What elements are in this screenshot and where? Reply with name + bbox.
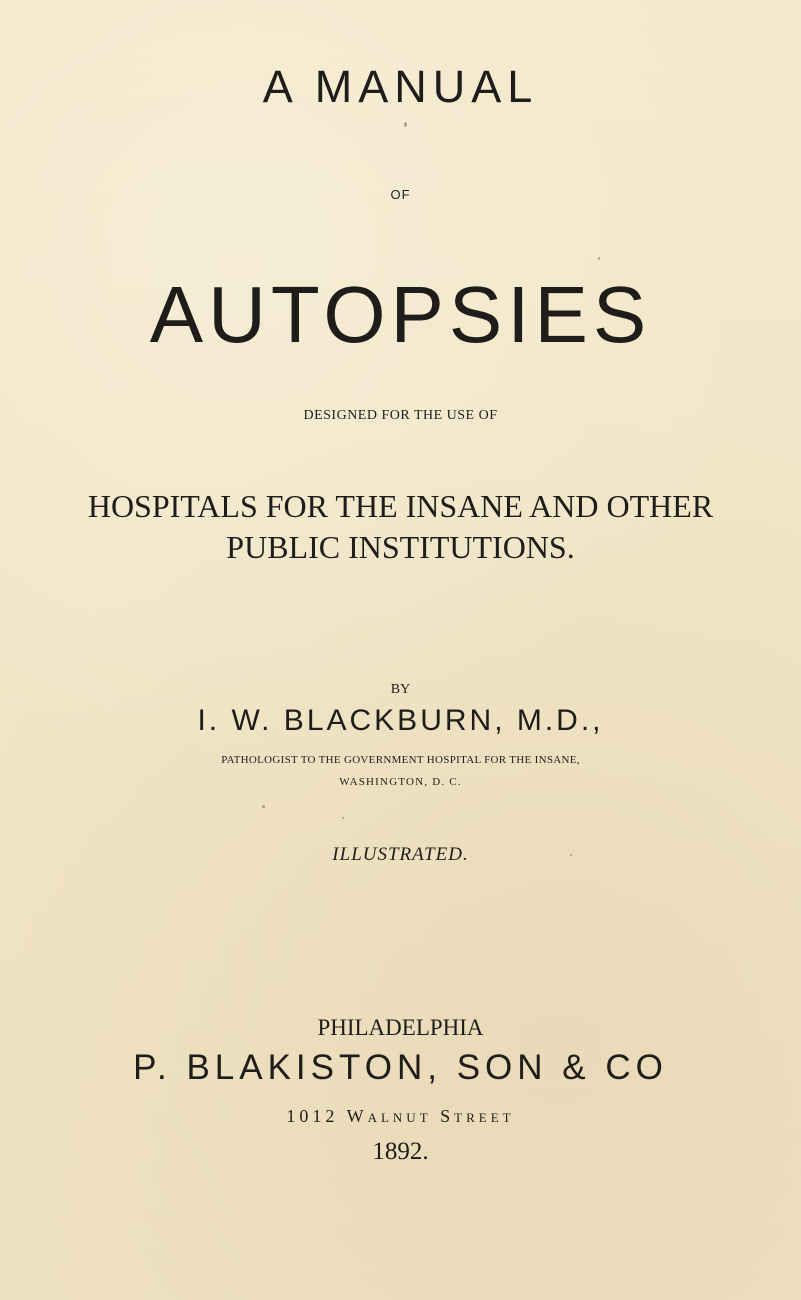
page-speck [342, 817, 344, 819]
designed-for-line: DESIGNED FOR THE USE OF [303, 408, 498, 423]
audience-line-1: HOSPITALS FOR THE INSANE AND OTHER [87, 488, 714, 524]
by-line: BY [390, 682, 411, 697]
illustrated-label: ILLUSTRATED. [332, 844, 469, 865]
author-title: PATHOLOGIST TO THE GOVERNMENT HOSPITAL FOR THE INSANE, [221, 754, 580, 766]
page-speck [404, 122, 407, 127]
page-speck [598, 257, 600, 260]
text-of: OF [390, 187, 411, 202]
heading-a-manual: A MANUAL [262, 61, 539, 112]
publisher-city: PHILADELPHIA [317, 1015, 484, 1040]
author-name: I. W. BLACKBURN, M.D., [197, 704, 604, 737]
page-speck [570, 854, 572, 856]
publisher-name: P. BLAKISTON, SON & CO [133, 1048, 668, 1087]
author-location: WASHINGTON, D. C. [339, 776, 462, 788]
audience-line-2: PUBLIC INSTITUTIONS. [226, 529, 575, 565]
publisher-address: 1012 Walnut Street [286, 1106, 515, 1126]
main-title: AUTOPSIES [149, 270, 652, 359]
publication-year: 1892. [372, 1138, 429, 1165]
page-speck [262, 805, 265, 808]
